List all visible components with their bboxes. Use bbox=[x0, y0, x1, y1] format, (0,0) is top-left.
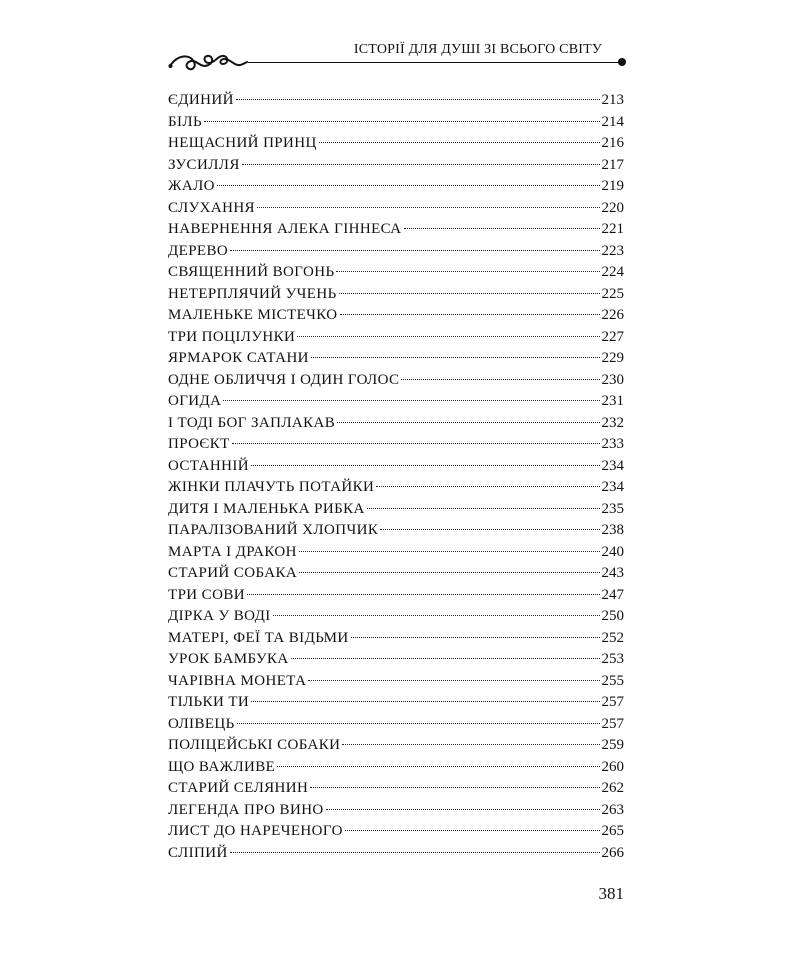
dot-leader bbox=[376, 485, 599, 487]
dot-leader bbox=[247, 593, 600, 595]
header-rule bbox=[248, 62, 622, 63]
toc-entry bbox=[168, 305, 624, 327]
toc-entry-title: НАВЕРНЕННЯ АЛЕКА ГІННЕСА bbox=[168, 221, 402, 237]
toc-entry bbox=[168, 219, 624, 241]
toc-entry bbox=[168, 434, 624, 456]
dot-leader bbox=[242, 163, 600, 165]
toc-entry bbox=[168, 176, 624, 198]
toc-entry-title: СТАРИЙ СОБАКА bbox=[168, 565, 298, 581]
dot-leader bbox=[310, 786, 599, 788]
dot-leader bbox=[299, 571, 599, 573]
toc-entry-title: ЖАЛО bbox=[168, 178, 215, 194]
toc-entry-page: 255 bbox=[601, 672, 624, 689]
toc-entry-title: ЛИСТ ДО НАРЕЧЕНОГО bbox=[168, 823, 343, 839]
toc-entry bbox=[168, 821, 624, 843]
flourish-ornament-icon bbox=[168, 46, 248, 74]
dot-leader bbox=[337, 421, 599, 423]
running-header-title: ІСТОРІЇ ДЛЯ ДУШІ ЗІ ВСЬОГО СВІТУ bbox=[353, 42, 602, 57]
dot-leader bbox=[217, 184, 600, 186]
toc-entry bbox=[168, 520, 624, 542]
toc-entry-title: ДІРКА У ВОДІ bbox=[168, 608, 271, 624]
dot-leader bbox=[297, 335, 599, 337]
toc-entry bbox=[168, 735, 624, 757]
toc-entry bbox=[168, 90, 624, 112]
toc-entry bbox=[168, 692, 624, 714]
toc-entry-page: 257 bbox=[601, 694, 624, 710]
toc-entry-page: 260 bbox=[601, 758, 624, 775]
toc-entry bbox=[168, 198, 624, 220]
toc-entry bbox=[168, 843, 624, 865]
toc-entry bbox=[168, 391, 624, 413]
dot-leader bbox=[342, 743, 599, 745]
toc-entry-page: 247 bbox=[601, 586, 624, 603]
toc-entry bbox=[168, 800, 624, 822]
toc-entry bbox=[168, 133, 624, 155]
dot-leader bbox=[311, 356, 600, 358]
toc-entry-page: 234 bbox=[601, 457, 624, 474]
toc-entry bbox=[168, 542, 624, 564]
dot-leader bbox=[251, 464, 600, 466]
toc-entry-title: ЩО ВАЖЛИВЕ bbox=[168, 758, 276, 775]
toc-entry-title: ТІЛЬКИ ТИ bbox=[168, 694, 250, 710]
toc-entry-page: 223 bbox=[601, 242, 624, 259]
dot-leader bbox=[291, 657, 600, 659]
toc-entry bbox=[168, 370, 624, 392]
toc-entry-page: 230 bbox=[601, 371, 624, 388]
toc-entry-page: 265 bbox=[601, 823, 624, 839]
dot-leader bbox=[251, 700, 599, 702]
toc-entry-title: УРОК БАМБУКА bbox=[168, 651, 289, 667]
toc-entry-title: ЖІНКИ ПЛАЧУТЬ ПОТАЙКИ bbox=[168, 479, 375, 495]
toc-entry bbox=[168, 413, 624, 435]
dot-leader bbox=[351, 636, 600, 638]
toc-entry-page: 224 bbox=[601, 264, 624, 280]
toc-entry-title: НЕЩАСНИЙ ПРИНЦ bbox=[168, 135, 317, 151]
toc-entry-page: 226 bbox=[601, 307, 624, 323]
dot-leader bbox=[230, 851, 600, 853]
dot-leader bbox=[380, 528, 599, 530]
toc-entry bbox=[168, 606, 624, 628]
table-of-contents bbox=[168, 90, 624, 864]
dot-leader bbox=[340, 313, 600, 315]
toc-entry-title: ЯРМАРОК САТАНИ bbox=[168, 350, 309, 366]
toc-entry bbox=[168, 628, 624, 650]
toc-entry-page: 219 bbox=[601, 178, 624, 194]
toc-entry-title: ЧАРІВНА МОНЕТА bbox=[168, 672, 307, 689]
toc-entry-title: ЗУСИЛЛЯ bbox=[168, 156, 240, 173]
toc-entry-title: ДИТЯ І МАЛЕНЬКА РИБКА bbox=[168, 500, 365, 517]
toc-entry-page: 220 bbox=[601, 199, 624, 216]
toc-entry bbox=[168, 262, 624, 284]
toc-entry-title: ЛЕГЕНДА ПРО ВИНО bbox=[168, 801, 324, 818]
toc-entry-title: ПРОЄКТ bbox=[168, 436, 230, 452]
toc-entry bbox=[168, 585, 624, 607]
toc-entry-title: СВЯЩЕННИЙ ВОГОНЬ bbox=[168, 264, 335, 280]
toc-entry-page: 225 bbox=[601, 285, 624, 302]
toc-entry-page: 227 bbox=[601, 328, 624, 345]
toc-entry-title: БІЛЬ bbox=[168, 113, 202, 130]
toc-entry-title: ОСТАННІЙ bbox=[168, 457, 249, 474]
toc-entry bbox=[168, 649, 624, 671]
toc-entry-title: НЕТЕРПЛЯЧИЙ УЧЕНЬ bbox=[168, 285, 337, 302]
toc-entry bbox=[168, 757, 624, 779]
dot-leader bbox=[232, 442, 600, 444]
toc-entry-page: 221 bbox=[601, 221, 624, 237]
toc-entry bbox=[168, 563, 624, 585]
dot-leader bbox=[404, 227, 600, 229]
dot-leader bbox=[237, 722, 600, 724]
page-number: 381 bbox=[598, 884, 624, 903]
toc-entry-page: 240 bbox=[601, 543, 624, 560]
dot-leader bbox=[345, 829, 600, 831]
toc-entry-page: 216 bbox=[601, 135, 624, 151]
toc-entry-title: СТАРИЙ СЕЛЯНИН bbox=[168, 780, 309, 796]
dot-leader bbox=[401, 378, 599, 380]
toc-entry-page: 243 bbox=[601, 565, 624, 581]
toc-entry bbox=[168, 456, 624, 478]
toc-entry-title: ДЕРЕВО bbox=[168, 242, 229, 259]
dot-leader bbox=[257, 206, 600, 208]
toc-entry-page: 234 bbox=[601, 479, 624, 495]
dot-leader bbox=[339, 292, 600, 294]
dot-leader bbox=[319, 141, 600, 143]
toc-entry-page: 253 bbox=[601, 651, 624, 667]
toc-entry-page: 238 bbox=[601, 522, 624, 538]
toc-entry bbox=[168, 714, 624, 736]
toc-entry-title: МАЛЕНЬКЕ МІСТЕЧКО bbox=[168, 307, 338, 323]
dot-leader bbox=[367, 507, 600, 509]
toc-entry bbox=[168, 778, 624, 800]
toc-entry-title: СЛУХАННЯ bbox=[168, 199, 255, 216]
dot-leader bbox=[204, 120, 600, 122]
toc-entry-page: 217 bbox=[601, 156, 624, 173]
toc-entry-title: МАРТА І ДРАКОН bbox=[168, 543, 297, 560]
toc-entry bbox=[168, 477, 624, 499]
toc-entry-page: 233 bbox=[601, 436, 624, 452]
dot-leader bbox=[230, 249, 599, 251]
toc-entry-page: 213 bbox=[601, 92, 624, 108]
dot-leader bbox=[299, 550, 600, 552]
toc-entry bbox=[168, 348, 624, 370]
toc-entry-title: ТРИ ПОЦІЛУНКИ bbox=[168, 328, 296, 345]
toc-entry bbox=[168, 284, 624, 306]
dot-leader bbox=[326, 808, 600, 810]
toc-entry-title: МАТЕРІ, ФЕЇ ТА ВІДЬМИ bbox=[168, 629, 349, 646]
toc-entry-page: 259 bbox=[601, 737, 624, 753]
toc-entry-title: ТРИ СОВИ bbox=[168, 586, 245, 603]
toc-entry-title: ПАРАЛІЗОВАНИЙ ХЛОПЧИК bbox=[168, 522, 379, 538]
toc-entry-page: 229 bbox=[601, 350, 624, 366]
toc-entry-title: СЛІПИЙ bbox=[168, 844, 228, 861]
dot-leader bbox=[277, 765, 599, 767]
toc-entry bbox=[168, 327, 624, 349]
toc-entry-page: 214 bbox=[601, 113, 624, 130]
dot-leader bbox=[236, 98, 600, 100]
toc-entry bbox=[168, 155, 624, 177]
toc-entry-page: 232 bbox=[601, 414, 624, 431]
dot-leader bbox=[336, 270, 599, 272]
dot-leader bbox=[308, 679, 599, 681]
dot-leader bbox=[223, 399, 599, 401]
toc-entry bbox=[168, 241, 624, 263]
toc-entry-page: 235 bbox=[601, 500, 624, 517]
toc-entry-title: ОГИДА bbox=[168, 393, 222, 409]
toc-entry-title: ЄДИНИЙ bbox=[168, 92, 234, 108]
toc-entry-title: ПОЛІЦЕЙСЬКІ СОБАКИ bbox=[168, 737, 341, 753]
toc-entry bbox=[168, 671, 624, 693]
toc-entry-title: ОДНЕ ОБЛИЧЧЯ І ОДИН ГОЛОС bbox=[168, 371, 400, 388]
toc-entry-title: ОЛІВЕЦЬ bbox=[168, 715, 235, 732]
toc-entry-page: 252 bbox=[601, 629, 624, 646]
toc-entry-title: І ТОДІ БОГ ЗАПЛАКАВ bbox=[168, 414, 336, 431]
header-rule-end-dot bbox=[618, 58, 626, 66]
toc-entry-page: 266 bbox=[601, 844, 624, 861]
toc-entry-page: 250 bbox=[601, 608, 624, 624]
toc-entry bbox=[168, 499, 624, 521]
toc-entry-page: 231 bbox=[601, 393, 624, 409]
running-header bbox=[168, 40, 628, 80]
toc-entry bbox=[168, 112, 624, 134]
toc-entry-page: 257 bbox=[601, 715, 624, 732]
toc-entry-page: 263 bbox=[601, 801, 624, 818]
toc-entry-page: 262 bbox=[601, 780, 624, 796]
dot-leader bbox=[273, 614, 600, 616]
